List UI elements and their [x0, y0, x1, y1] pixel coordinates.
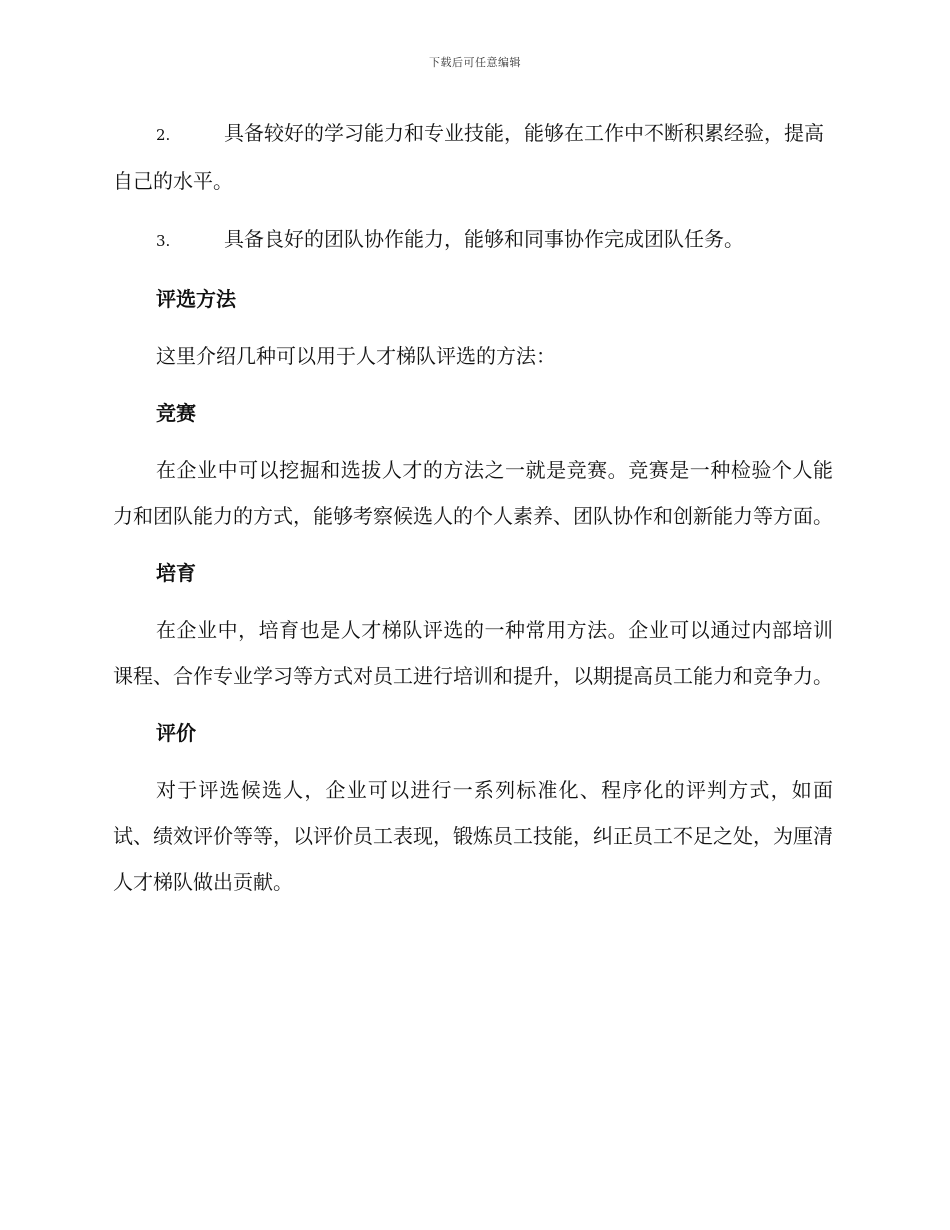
list-item-text: 具备良好的团队协作能力，能够和同事协作完成团队任务。 — [224, 227, 744, 251]
method-heading-evaluation: 评价 — [156, 721, 196, 745]
list-item-number: 3. — [156, 232, 171, 250]
list-item-text: 具备较好的学习能力和专业技能，能够在工作中不断积累经验，提高自己的水平。 — [113, 121, 824, 193]
list-item — [113, 216, 833, 264]
method-paragraph-evaluation: 对于评选候选人，企业可以进行一系列标准化、程序化的评判方式，如面试、绩效评价等等，以评价员工表现，锻炼员工技能，纠正员工不足之处，为厘清人才梯队做出贡献。 — [113, 778, 833, 894]
section-intro: 这里介绍几种可以用于人才梯队评选的方法： — [156, 344, 556, 368]
list-item-number: 2. — [156, 126, 171, 144]
method-heading-training: 培育 — [156, 561, 196, 585]
method-paragraph-competition: 在企业中可以挖掘和选拔人才的方法之一就是竞赛。竞赛是一种检验个人能力和团队能力的方式，能够考察候选人的个人素养、团队协作和创新能力等方面。 — [113, 458, 833, 528]
method-heading-competition: 竞赛 — [156, 401, 196, 425]
section-heading: 评选方法 — [156, 287, 236, 311]
document-body — [113, 110, 833, 916]
page-header: 下载后可任意编辑 — [429, 56, 521, 69]
list-item — [113, 110, 833, 204]
method-paragraph-training: 在企业中，培育也是人才梯队评选的一种常用方法。企业可以通过内部培训课程、合作专业学习等方式对员工进行培训和提升，以期提高员工能力和竞争力。 — [113, 618, 833, 688]
